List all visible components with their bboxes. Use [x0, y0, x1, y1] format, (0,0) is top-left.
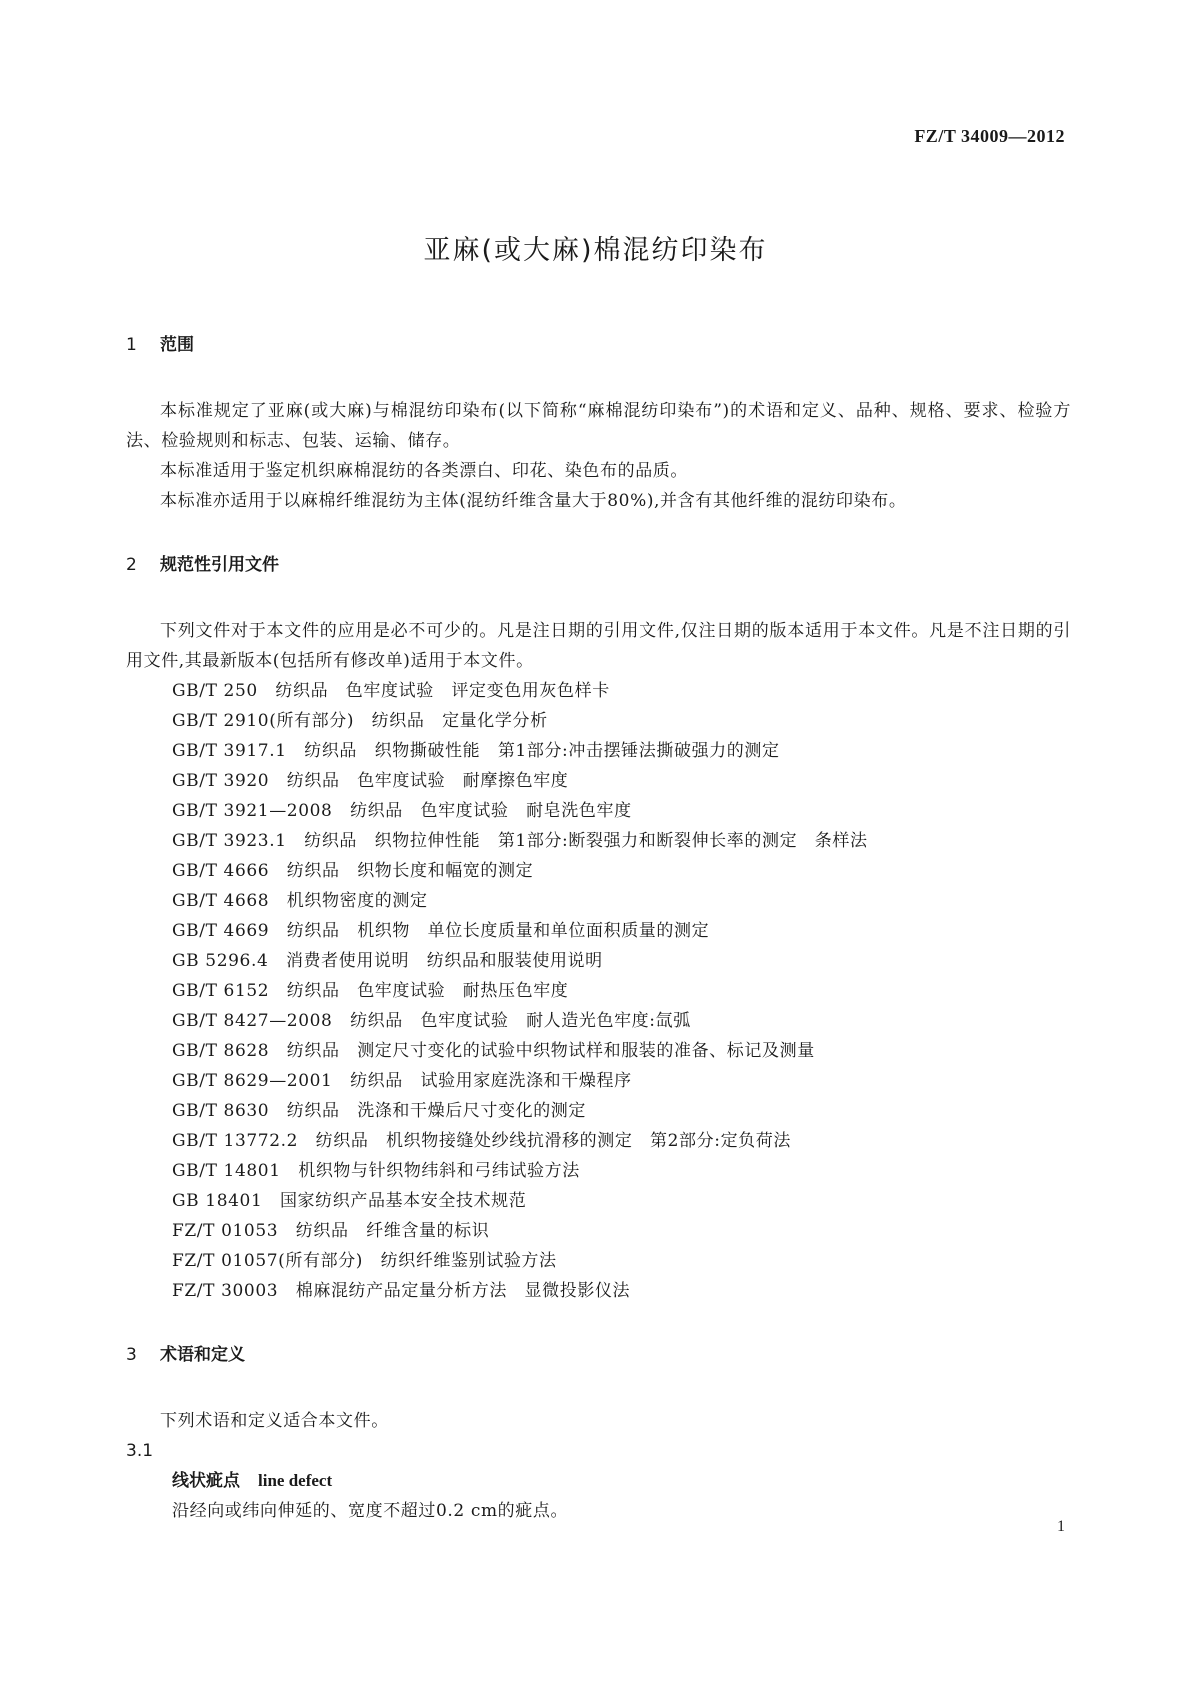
reference-item: GB/T 3917.1 纺织品 织物撕破性能 第1部分:冲击摆锤法撕破强力的测定 [172, 741, 780, 761]
page-number: 1 [1057, 1518, 1065, 1535]
section-number: 3 [126, 1345, 137, 1365]
reference-item: GB 18401 国家纺织产品基本安全技术规范 [172, 1191, 527, 1211]
section-heading-references [126, 550, 1071, 580]
section-heading-terms [126, 1340, 1071, 1370]
reference-item: FZ/T 01053 纺织品 纤维含量的标识 [172, 1221, 490, 1241]
section-title: 范围 [160, 335, 194, 355]
reference-item: GB/T 8629—2001 纺织品 试验用家庭洗涤和干燥程序 [172, 1071, 632, 1091]
reference-item: GB/T 14801 机织物与针织物纬斜和弓纬试验方法 [172, 1161, 580, 1181]
section-title: 规范性引用文件 [160, 555, 279, 575]
reference-item: GB/T 4666 纺织品 织物长度和幅宽的测定 [172, 861, 534, 881]
reference-item: GB/T 4669 纺织品 机织物 单位长度质量和单位面积质量的测定 [172, 921, 710, 941]
reference-item: GB/T 6152 纺织品 色牢度试验 耐热压色牢度 [172, 981, 569, 1001]
reference-item: GB/T 3920 纺织品 色牢度试验 耐摩擦色牢度 [172, 771, 569, 791]
scope-paragraph: 本标准规定了亚麻(或大麻)与棉混纺印染布(以下简称“麻棉混纺印染布”)的术语和定义、品种、规格、要求、检验方法、检验规则和标志、包装、运输、储存。 [126, 401, 1071, 451]
reference-item: GB/T 3921—2008 纺织品 色牢度试验 耐皂洗色牢度 [172, 801, 632, 821]
reference-item: GB/T 8427—2008 纺织品 色牢度试验 耐人造光色牢度:氙弧 [172, 1011, 691, 1031]
section-title: 术语和定义 [160, 1345, 245, 1365]
reference-item: GB/T 8628 纺织品 测定尺寸变化的试验中织物试样和服装的准备、标记及测量 [172, 1041, 815, 1061]
reference-item: FZ/T 01057(所有部分) 纺织纤维鉴别试验方法 [172, 1251, 557, 1271]
reference-item: GB/T 13772.2 纺织品 机织物接缝处纱线抗滑移的测定 第2部分:定负荷法 [172, 1131, 791, 1151]
reference-item: GB/T 3923.1 纺织品 织物拉伸性能 第1部分:断裂强力和断裂伸长率的测定 条样法 [172, 831, 868, 851]
term-entry [126, 1466, 1071, 1496]
scope-paragraph: 本标准亦适用于以麻棉纤维混纺为主体(混纺纤维含量大于80%),并含有其他纤维的混纺印染布。 [160, 491, 907, 511]
term-english: line defect [258, 1471, 333, 1490]
section-number: 2 [126, 555, 137, 575]
section-heading-scope [126, 330, 1071, 360]
reference-item: FZ/T 30003 棉麻混纺产品定量分析方法 显微投影仪法 [172, 1281, 631, 1301]
reference-item: GB/T 250 纺织品 色牢度试验 评定变色用灰色样卡 [172, 681, 610, 701]
standard-code: FZ/T 34009—2012 [914, 126, 1065, 146]
scope-paragraph: 本标准适用于鉴定机织麻棉混纺的各类漂白、印花、染色布的品质。 [160, 461, 688, 481]
reference-item: GB/T 4668 机织物密度的测定 [172, 891, 428, 911]
section-number: 1 [126, 335, 137, 355]
reference-item: GB 5296.4 消费者使用说明 纺织品和服装使用说明 [172, 951, 603, 971]
reference-item: GB/T 8630 纺织品 洗涤和干燥后尺寸变化的测定 [172, 1101, 587, 1121]
terms-intro: 下列术语和定义适合本文件。 [160, 1411, 389, 1431]
term-definition: 沿经向或纬向伸延的、宽度不超过0.2 cm的疵点。 [172, 1501, 569, 1521]
document-title: 亚麻(或大麻)棉混纺印染布 [423, 235, 768, 266]
clause-number: 3.1 [126, 1441, 154, 1461]
term-chinese: 线状疵点 [172, 1471, 240, 1491]
references-intro: 下列文件对于本文件的应用是必不可少的。凡是注日期的引用文件,仅注日期的版本适用于本文件。凡是不注日期的引用文件,其最新版本(包括所有修改单)适用于本文件。 [126, 621, 1071, 671]
reference-list [126, 676, 1071, 1306]
reference-item: GB/T 2910(所有部分) 纺织品 定量化学分析 [172, 711, 548, 731]
document-body [126, 330, 1071, 1526]
